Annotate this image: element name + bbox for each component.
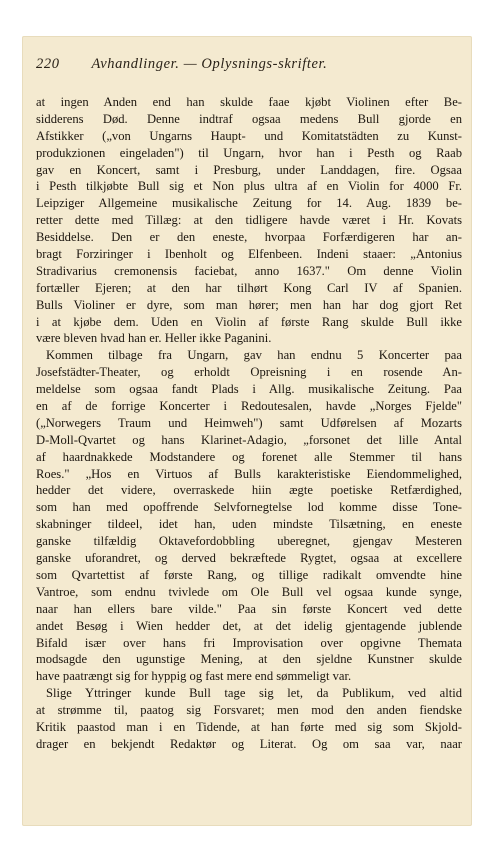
text-line: Kritik paastod man i en Tidende, at han førte med sig som Skjold- <box>36 719 462 734</box>
text-line: gav en Koncert, samt i Presburg, under Landdagen, fire. Ogsaa <box>36 162 462 177</box>
text-line: som Qvartettist af første Rang, og tillige radikalt omvendte hine <box>36 567 462 582</box>
text-line: D-Moll-Qvartet og hans Klarinet-Adagio, „forsonet det lille Antal <box>36 432 462 447</box>
text-line: Stradivarius cremonensis faciebat, anno 1637." Om denne Violin <box>36 263 462 278</box>
text-line: meldelse som ogsaa fandt Plads i Allg. musikalische Zeitung. Paa <box>36 382 462 397</box>
text-line: retter dette med Tillæg: at den tidligere havde været i Hr. Kovats <box>36 213 462 228</box>
text-line: i Pesth tilkjøbte Bull sig et Non plus ultra af en Violin for 4000 Fr. <box>36 179 462 194</box>
text-line: have paatrængt sig for hyppig og fast mere end sømmeligt var. <box>36 669 352 684</box>
text-line: være bleven hvad han er. Heller ikke Paganini. <box>36 331 272 346</box>
text-line: ganske tilfældig Oktavefordobbling uberegnet, gjengav Mesteren <box>36 534 462 549</box>
text-line: Leipziger Allgemeine musikalische Zeitung for 14. Aug. 1839 be- <box>36 196 462 211</box>
text-line: Vantroe, som endnu tvivlede om Ole Bull vel ogsaa kunde synge, <box>36 584 462 599</box>
text-line: naar han ellers bare vilde." Paa sin første Koncert ved dette <box>36 601 462 616</box>
text-line: i at kjøbe dem. Uden en Violin af første Rang skulde Bull ikke <box>36 314 462 329</box>
text-line: sidderens Død. Denne indtraf ogsaa medens Bull gjorde en <box>36 111 462 126</box>
text-line: fortæller Ejeren; at den har tilhørt Kong Carl IV af Spanien. <box>36 280 462 295</box>
text-line: modsagde den ugunstige Mening, at den sjeldne Kunstner skulde <box>36 652 462 667</box>
text-line: Bulls Violiner er dyre, som man hører; men han har dog gjort Ret <box>36 297 462 312</box>
text-line: at ingen Anden end han skulde faae kjøbt Violinen efter Be- <box>36 95 462 109</box>
header-title: Avhandlinger. — Oplysnings-skrifter. <box>91 56 328 72</box>
text-line: Afstikker („von Ungarns Haupt- und Komitatstädten zu Kunst- <box>36 128 462 143</box>
text-line: som han med opoffrende Selvfornegtelse lod komme disse Tone- <box>36 500 462 515</box>
text-line: („Norwegers Traum und Heimweh") samt Udførelsen af Mozarts <box>36 415 462 430</box>
body-text <box>36 94 462 753</box>
running-header <box>36 56 466 74</box>
text-line: Roes." „Hos en Virtuos af Bulls karakteristiske Eiendommelighed, <box>36 466 462 481</box>
text-line: Slige Yttringer kunde Bull tage sig let, da Publikum, ved altid <box>46 686 462 701</box>
text-line: Kommen tilbage fra Ungarn, gav han endnu 5 Koncerter paa <box>46 348 462 363</box>
text-line: produkzionen eingeladen") til Ungarn, hvor han i Pesth og Raab <box>36 145 462 160</box>
text-line: skabninger tildeel, idet han, uden mindste Tilsætning, en eneste <box>36 517 462 532</box>
text-line: drager en bekjendt Redaktør og Literat. Og om saa var, naar <box>36 736 462 751</box>
text-line: ganske uforandret, og derved bekræftede Rygtet, ogsaa at excellere <box>36 551 462 566</box>
text-line: hedder det videre, overraskede hiin ægte poetiske Retfærdighed, <box>36 483 462 498</box>
text-line: bragt Forziringer i Ibenholt og Elfenbeen. Indeni staaer: „Antonius <box>36 247 462 262</box>
text-line: Josefstädter-Theater, og erholdt Opreisning i en rosende An- <box>36 365 462 380</box>
text-line: en af de forrige Koncerter i Redoutesalen, havde „Norges Fjelde" <box>36 399 462 414</box>
text-line: Bifald især over hans fri Improvisation over opgivne Themata <box>36 635 462 650</box>
text-line: af haardnakkede Modstandere og forenet alle Stemmer til hans <box>36 449 462 464</box>
text-line: Besiddelse. Den er den eneste, hvorpaa Forfærdigeren har an- <box>36 230 462 245</box>
text-line: andet Besøg i Wien hedder det, at det idelig gjentagende jublende <box>36 618 462 633</box>
text-line: at strømme til, paatog sig Forsvaret; men mod den anden fiendske <box>36 703 462 718</box>
page-number: 220 <box>36 56 60 72</box>
book-page <box>22 36 472 826</box>
